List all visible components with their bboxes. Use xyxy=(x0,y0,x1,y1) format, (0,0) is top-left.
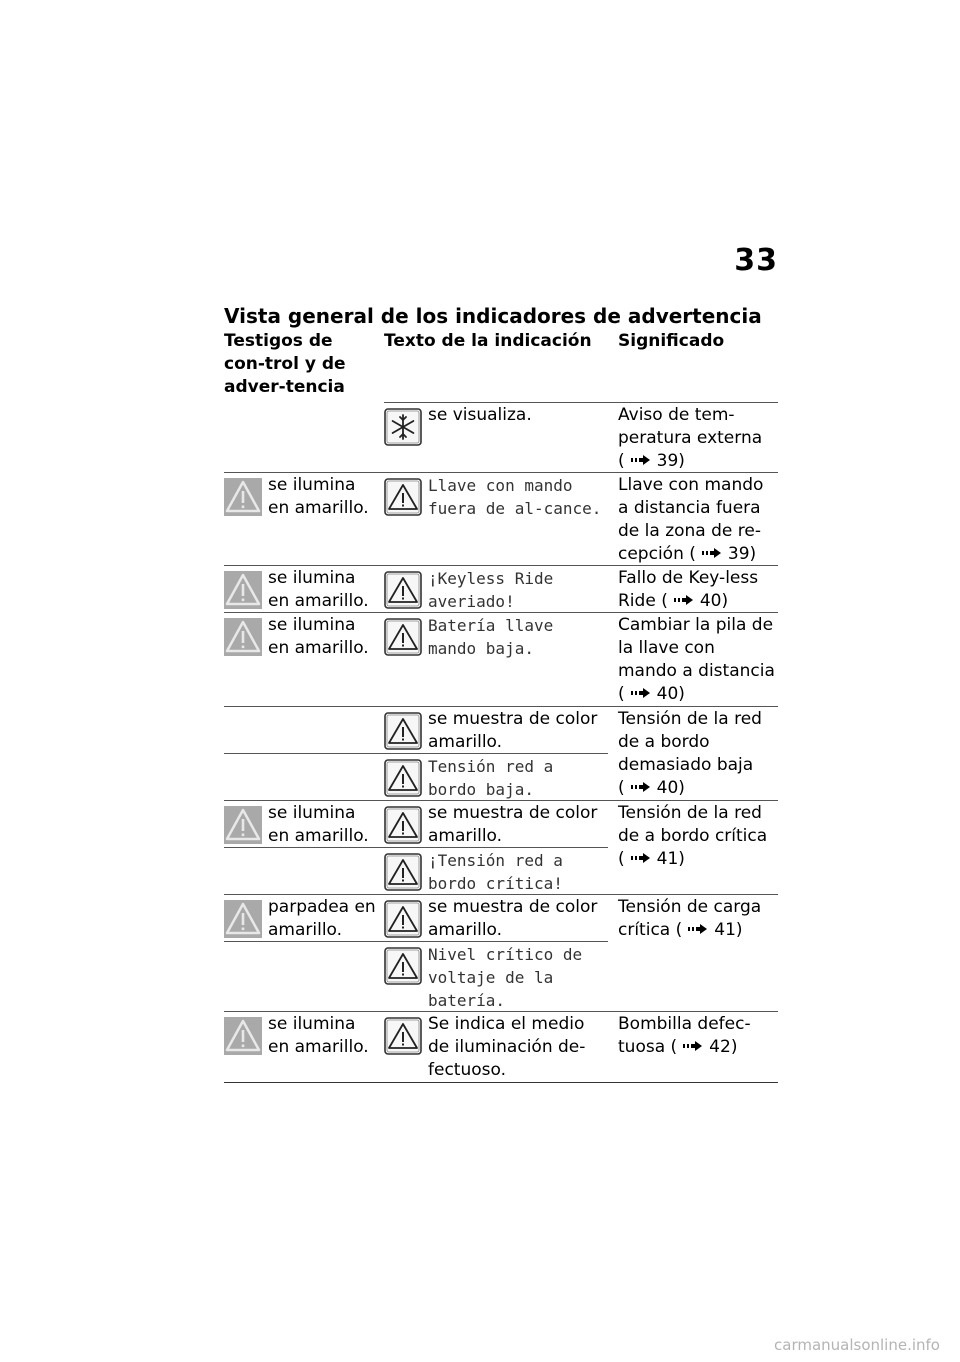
watermark: carmanualsonline.info xyxy=(774,1336,940,1354)
reference-arrow-icon xyxy=(631,454,651,466)
reference-arrow-icon xyxy=(674,594,694,606)
table-row: se ilumina en amarillo. Batería llave mando baja. Cambiar la pila de la llave con mando a distancia ( 40) xyxy=(224,612,778,706)
table-row: se ilumina en amarillo. se muestra de color amarillo. ¡Tensión red a bordo crítica! Tensión de la red de a bordo crítica ( 41) xyxy=(224,800,778,894)
table-row: se visualiza. Aviso de tem-peratura externa ( 39) xyxy=(224,402,778,472)
warning-triangle-icon xyxy=(384,853,422,891)
warning-triangle-icon xyxy=(384,618,422,656)
warning-triangle-icon xyxy=(384,571,422,609)
page-number: 33 xyxy=(734,243,778,278)
warning-triangle-icon xyxy=(224,478,262,516)
table-row: se muestra de color amarillo. Tensión red a bordo baja. Tensión de la red de a bordo demasiado baja ( 40) xyxy=(224,706,778,800)
table-row: parpadea en amarillo. se muestra de color amarillo. Nivel crítico de voltaje de la batería. Tensión de carga crítica ( 41) xyxy=(224,894,778,1011)
reference-arrow-icon xyxy=(683,1040,703,1052)
table-row: se ilumina en amarillo. Se indica el medio de iluminación de-fectuoso. Bombilla defec-tuosa ( 42) xyxy=(224,1011,778,1083)
column-header-meaning: Significado xyxy=(618,331,725,351)
reference-arrow-icon xyxy=(702,547,722,559)
reference-arrow-icon xyxy=(631,852,651,864)
reference-arrow-icon xyxy=(631,687,651,699)
warning-triangle-icon xyxy=(384,1017,422,1055)
reference-arrow-icon xyxy=(688,923,708,935)
warning-triangle-icon xyxy=(384,900,422,938)
snowflake-icon xyxy=(384,408,422,446)
reference-arrow-icon xyxy=(631,781,651,793)
warning-triangle-icon xyxy=(224,571,262,609)
warning-triangle-icon xyxy=(224,806,262,844)
column-header-warning-lights: Testigos de con-trol y de adver-tencia xyxy=(224,331,346,397)
table-row: se ilumina en amarillo. ¡Keyless Ride averiado! Fallo de Key-less Ride ( 40) xyxy=(224,565,778,612)
section-title: Vista general de los indicadores de advertencia xyxy=(224,304,762,328)
table-row: se ilumina en amarillo. Llave con mando fuera de al-cance. Llave con mando a distancia fuera de la zona de re-cepción ( 39) xyxy=(224,472,778,565)
column-header-display-text: Texto de la indicación xyxy=(384,331,592,351)
warning-triangle-icon xyxy=(384,806,422,844)
warning-triangle-icon xyxy=(224,618,262,656)
warning-triangle-icon xyxy=(384,712,422,750)
warning-triangle-icon xyxy=(384,947,422,985)
warning-triangle-icon xyxy=(384,478,422,516)
warning-triangle-icon xyxy=(384,759,422,797)
warning-triangle-icon xyxy=(224,900,262,938)
warning-triangle-icon xyxy=(224,1017,262,1055)
